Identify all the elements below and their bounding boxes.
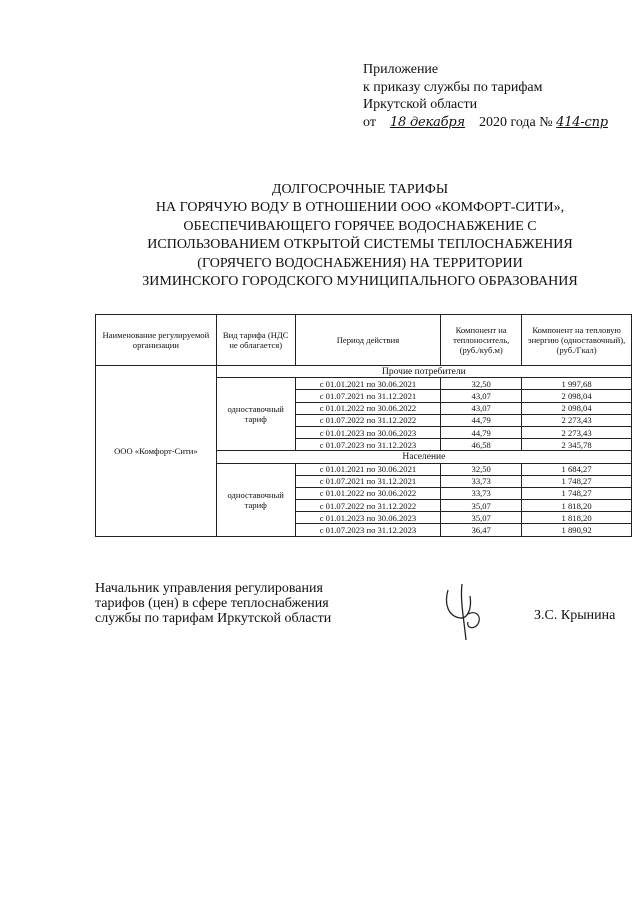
handwritten-signature [438, 580, 498, 642]
signatory-name: З.С. Крынина [534, 608, 616, 623]
table-header-row [96, 315, 632, 366]
appendix-block [363, 61, 633, 131]
group-label: Население [216, 451, 631, 463]
energy-cell: 1 890,92 [522, 524, 632, 536]
appendix-date-line [363, 114, 633, 132]
period-cell: с 01.07.2021 по 31.12.2021 [295, 390, 441, 402]
heading-line: (ГОРЯЧЕГО ВОДОСНАБЖЕНИЯ) НА ТЕРРИТОРИИ [197, 255, 523, 271]
carrier-cell: 36,47 [441, 524, 522, 536]
header-org: Наименование регулируемой организации [96, 315, 217, 366]
heading-line: ОБЕСПЕЧИВАЮЩЕГО ГОРЯЧЕЕ ВОДОСНАБЖЕНИЕ С [183, 218, 537, 234]
header-carrier: Компонент на теплоноситель, (руб./куб.м) [441, 315, 522, 366]
group-label: Прочие потребители [216, 366, 631, 378]
period-cell: с 01.01.2021 по 30.06.2021 [295, 378, 441, 390]
energy-cell: 2 273,43 [522, 414, 632, 426]
document-heading [90, 181, 630, 291]
period-cell: с 01.07.2023 по 31.12.2023 [295, 524, 441, 536]
signatory-position [95, 581, 425, 626]
carrier-cell: 43,07 [441, 402, 522, 414]
period-cell: с 01.01.2023 по 30.06.2023 [295, 512, 441, 524]
period-cell: с 01.07.2022 по 31.12.2022 [295, 414, 441, 426]
position-line: Начальник управления регулирования [95, 581, 323, 596]
energy-cell: 1 748,27 [522, 487, 632, 499]
date-year: 2020 года № [478, 114, 553, 130]
energy-cell: 2 273,43 [522, 426, 632, 438]
carrier-cell: 33,73 [441, 475, 522, 487]
energy-cell: 1 684,27 [522, 463, 632, 475]
appendix-title: Приложение [363, 62, 439, 77]
heading-line: ДОЛГОСРОЧНЫЕ ТАРИФЫ [271, 182, 449, 197]
energy-cell: 2 098,04 [522, 390, 632, 402]
energy-cell: 1 818,20 [522, 500, 632, 512]
tariff-type-cell: одноставочный тариф [216, 378, 295, 451]
organization-cell: ООО «Комфорт-Сити» [96, 366, 217, 537]
carrier-cell: 35,07 [441, 512, 522, 524]
period-cell: с 01.01.2022 по 30.06.2022 [295, 487, 441, 499]
carrier-cell: 32,50 [441, 463, 522, 475]
date-prefix: от [363, 114, 376, 130]
handwritten-number: 414-спр [556, 114, 608, 130]
heading-line: ИСПОЛЬЗОВАНИЕМ ОТКРЫТОЙ СИСТЕМЫ ТЕПЛОСНАБЖЕНИЯ [147, 237, 573, 253]
period-cell: с 01.07.2021 по 31.12.2021 [295, 475, 441, 487]
heading-line: НА ГОРЯЧУЮ ВОДУ В ОТНОШЕНИИ ООО «КОМФОРТ-СИТИ», [155, 200, 565, 216]
energy-cell: 1 818,20 [522, 512, 632, 524]
carrier-cell: 44,79 [441, 426, 522, 438]
position-line: службы по тарифам Иркутской области [95, 611, 332, 626]
carrier-cell: 44,79 [441, 414, 522, 426]
energy-cell: 2 345,78 [522, 439, 632, 451]
period-cell: с 01.01.2021 по 30.06.2021 [295, 463, 441, 475]
heading-line: ЗИМИНСКОГО ГОРОДСКОГО МУНИЦИПАЛЬНОГО ОБРАЗОВАНИЯ [142, 274, 578, 290]
carrier-cell: 43,07 [441, 390, 522, 402]
carrier-cell: 46,58 [441, 439, 522, 451]
carrier-cell: 35,07 [441, 500, 522, 512]
appendix-order-ref: к приказу службы по тарифам [363, 79, 543, 95]
period-cell: с 01.07.2023 по 31.12.2023 [295, 439, 441, 451]
tariff-type-cell: одноставочный тариф [216, 463, 295, 536]
energy-cell: 1 997,68 [522, 378, 632, 390]
position-line: тарифов (цен) в сфере теплоснабжения [95, 596, 329, 611]
header-tariff-type: Вид тарифа (НДС не облагается) [216, 315, 295, 366]
appendix-region: Иркутской области [363, 97, 478, 112]
tariff-table [95, 314, 632, 537]
header-energy: Компонент на тепловую энергию (одноставочный), (руб./Гкал) [522, 315, 632, 366]
carrier-cell: 32,50 [441, 378, 522, 390]
energy-cell: 2 098,04 [522, 402, 632, 414]
carrier-cell: 33,73 [441, 487, 522, 499]
period-cell: с 01.01.2023 по 30.06.2023 [295, 426, 441, 438]
energy-cell: 1 748,27 [522, 475, 632, 487]
table-row [96, 366, 632, 378]
period-cell: с 01.01.2022 по 30.06.2022 [295, 402, 441, 414]
header-period: Период действия [295, 315, 441, 366]
handwritten-date: 18 декабря [389, 114, 465, 130]
period-cell: с 01.07.2022 по 31.12.2022 [295, 500, 441, 512]
